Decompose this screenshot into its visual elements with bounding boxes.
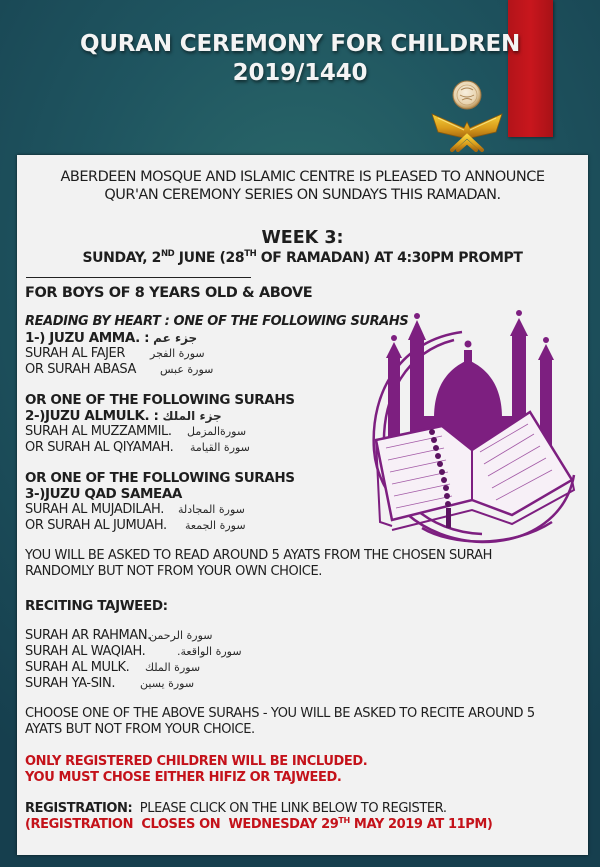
- surah-english: SURAH AL MUZZAMMIL.: [25, 424, 172, 439]
- reading-note: [25, 548, 585, 580]
- date-text: OF RAMADAN) AT 4:30PM PROMPT: [256, 250, 523, 266]
- mosque-with-open-quran-illustration: [362, 300, 588, 550]
- announcement-intro: [17, 168, 588, 204]
- surah-arabic: سورةالمزمل: [187, 425, 247, 438]
- surah-arabic: سورة المجادلة: [178, 503, 245, 516]
- surah-item: [25, 676, 585, 692]
- date-text: JUNE (28: [174, 250, 245, 266]
- surah-english: OR SURAH AL QIYAMAH.: [25, 440, 174, 455]
- date-superscript: ND: [160, 249, 175, 259]
- surah-arabic: سورة الملك: [145, 661, 201, 674]
- intro-line-2: QUR'AN CEREMONY SERIES ON SUNDAYS THIS RAMADAN.: [104, 187, 501, 203]
- surah-english: SURAH AL MUJADILAH.: [25, 502, 164, 517]
- section-divider: [26, 277, 251, 278]
- juz-label-text: 2-)JUZU ALMULK. :: [25, 408, 159, 424]
- date-superscript: TH: [244, 249, 257, 259]
- intro-line-1: ABERDEEN MOSQUE AND ISLAMIC CENTRE IS PLEASED TO ANNOUNCE: [60, 169, 545, 185]
- date-text: SUNDAY, 2: [82, 250, 161, 266]
- week-heading: WEEK 3:: [261, 228, 344, 248]
- tajweed-note: [25, 706, 585, 738]
- reading-note-line: YOU WILL BE ASKED TO READ AROUND 5 AYATS FROM THE CHOSEN SURAH: [25, 548, 492, 563]
- tajweed-surah-list: [25, 628, 585, 692]
- surah-arabic: سورة الرحمن: [149, 629, 213, 642]
- surah-arabic: سورة القيامة: [190, 441, 250, 454]
- registration-notice: [25, 754, 585, 786]
- reading-note-line: RANDOMLY BUT NOT FROM YOUR OWN CHOICE.: [25, 564, 323, 579]
- juz-arabic-text: جزء عم: [153, 331, 198, 345]
- tajweed-heading: RECITING TAJWEED:: [25, 598, 168, 614]
- surah-arabic: سورة الفجر: [150, 347, 205, 360]
- surah-english: OR SURAH AL JUMUAH.: [25, 518, 167, 533]
- reading-heading: READING BY HEART : ONE OF THE FOLLOWING SURAHS: [25, 314, 409, 329]
- poster-title: [0, 30, 600, 88]
- event-date: [17, 249, 588, 267]
- registration-text: PLEASE CLICK ON THE LINK BELOW TO REGISTER.: [132, 801, 447, 816]
- surah-english: SURAH AL MULK.: [25, 660, 130, 675]
- title-line-2: 2019/1440: [232, 60, 368, 86]
- surah-arabic: سورة عبس: [160, 363, 214, 376]
- surah-arabic: سورة الواقعة.: [177, 645, 242, 658]
- boys-section-heading: FOR BOYS OF 8 YEARS OLD & ABOVE: [25, 285, 313, 301]
- group-intro: OR ONE OF THE FOLLOWING SURAHS: [25, 392, 295, 408]
- surah-english: SURAH AL FAJER: [25, 346, 125, 361]
- surah-english: SURAH AR RAHMAN.: [25, 628, 151, 643]
- tajweed-note-line: AYATS BUT NOT FROM YOUR CHOICE.: [25, 722, 255, 737]
- registration-section: [25, 801, 585, 833]
- surah-english: OR SURAH ABASA: [25, 362, 136, 377]
- group-intro: OR ONE OF THE FOLLOWING SURAHS: [25, 470, 295, 486]
- surah-item: [25, 644, 585, 660]
- notice-line: ONLY REGISTERED CHILDREN WILL BE INCLUDED.: [25, 754, 368, 769]
- registration-label: REGISTRATION:: [25, 801, 133, 816]
- registration-line: [25, 801, 585, 817]
- surah-item: [25, 660, 585, 676]
- juz-arabic-text: جزء الملك: [162, 409, 222, 423]
- juz-label-text: 1-) JUZU AMMA. :: [25, 330, 150, 346]
- deadline-text: (REGISTRATION CLOSES ON WEDNESDAY 29: [25, 817, 339, 832]
- surah-arabic: سورة يسين: [140, 677, 195, 690]
- deadline-text: MAY 2019 AT 11PM): [349, 817, 493, 832]
- quran-on-stand-icon: [430, 78, 504, 152]
- surah-item: [25, 628, 585, 644]
- tajweed-note-line: CHOOSE ONE OF THE ABOVE SURAHS - YOU WILL BE ASKED TO RECITE AROUND 5: [25, 706, 535, 721]
- surah-arabic: سورة الجمعة: [185, 519, 246, 532]
- registration-deadline: [25, 817, 585, 833]
- notice-line: YOU MUST CHOSE EITHER HIFIZ OR TAJWEED.: [25, 770, 342, 785]
- deadline-superscript: TH: [338, 816, 350, 825]
- juz-label: 3-)JUZU QAD SAMEAA: [25, 486, 182, 502]
- surah-english: SURAH YA-SIN.: [25, 676, 116, 691]
- title-line-1: QURAN CEREMONY FOR CHILDREN: [79, 31, 521, 57]
- surah-english: SURAH AL WAQIAH.: [25, 644, 146, 659]
